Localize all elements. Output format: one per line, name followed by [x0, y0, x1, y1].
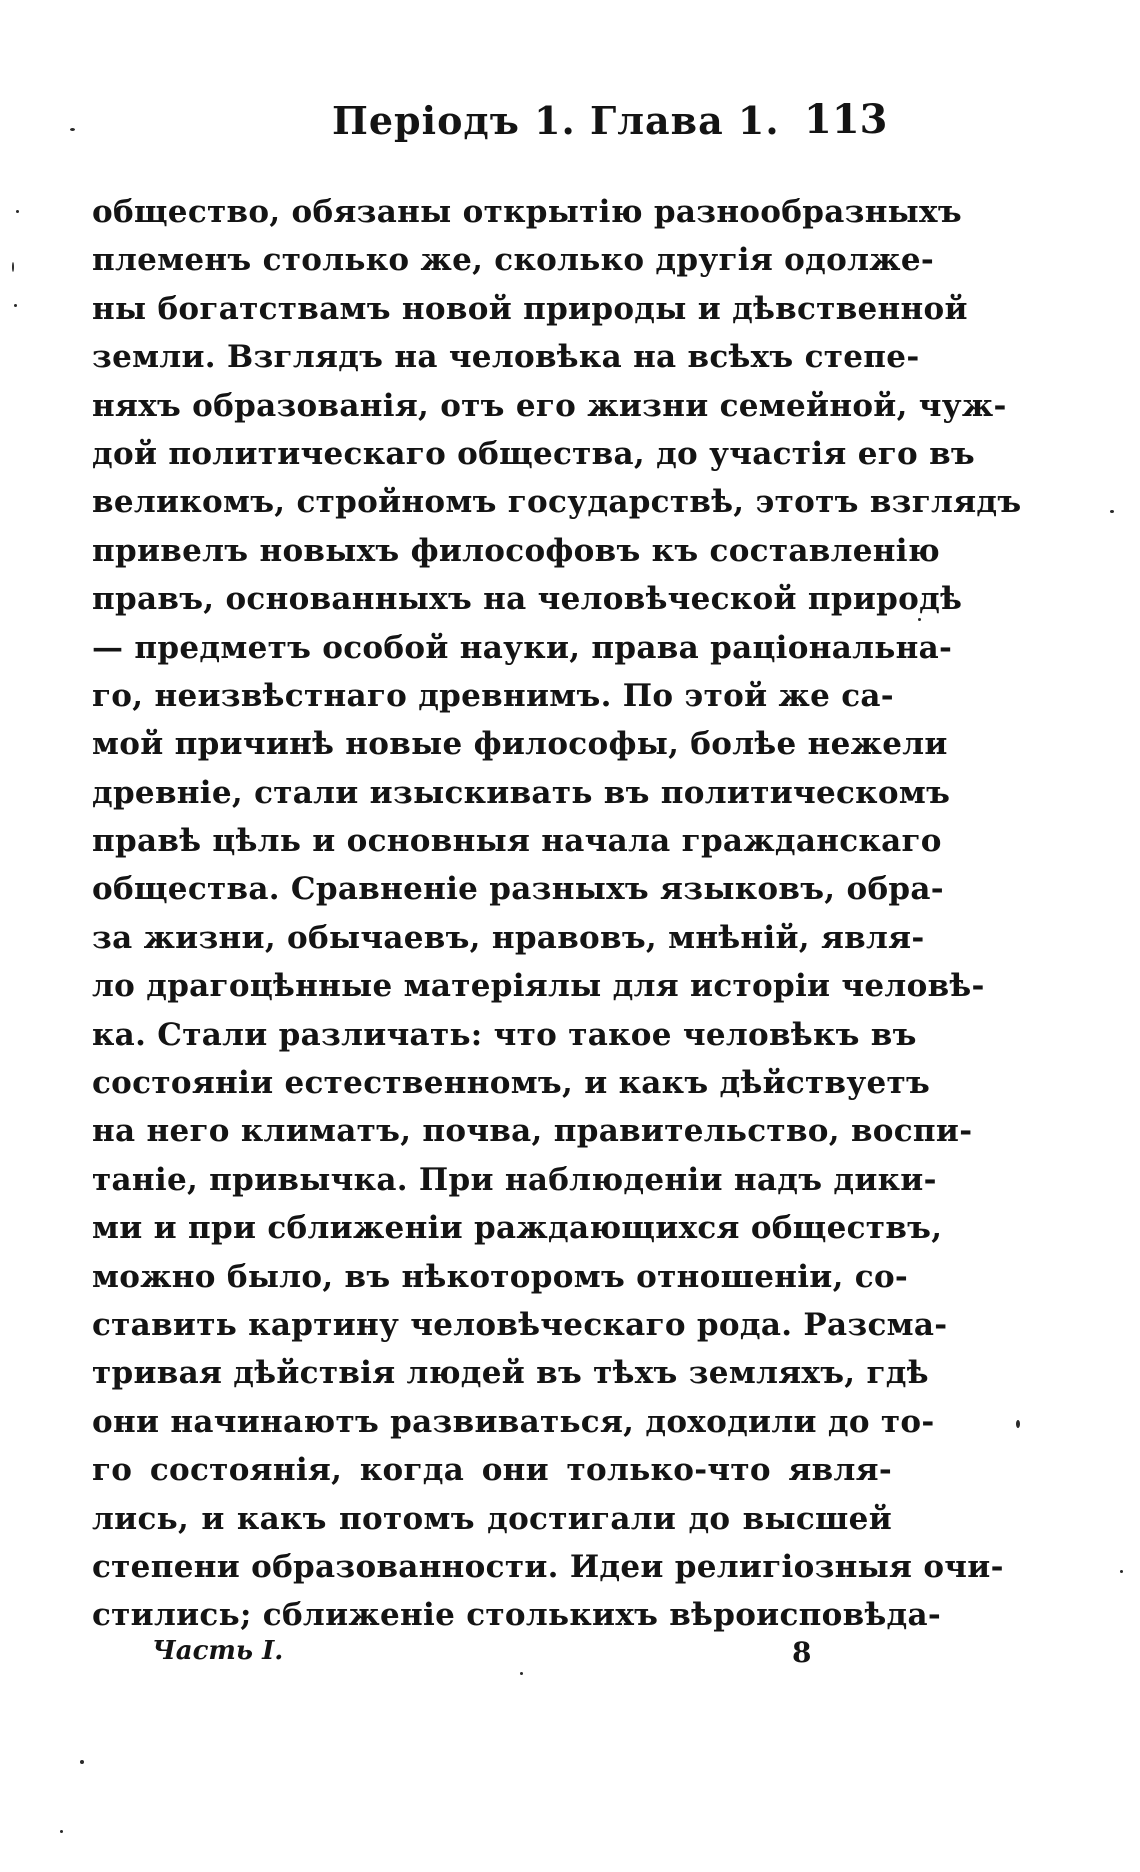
- text-line: земли. Взглядъ на человѣка на всѣхъ степе-: [92, 339, 920, 376]
- text-line: общества. Сравненіе разныхъ языковъ, обра-: [92, 871, 944, 908]
- scan-speck: [1016, 1420, 1020, 1428]
- text-line: на него климатъ, почва, правительство, воспи-: [92, 1113, 973, 1150]
- text-line: правѣ цѣль и основныя начала гражданскаго: [92, 823, 942, 860]
- text-line: дой политическаго общества, до участія его въ: [92, 435, 975, 472]
- text-line: племенъ столько же, сколько другія одолже-: [92, 242, 935, 279]
- body-text: [92, 188, 1022, 1640]
- text-line: великомъ, стройномъ государствѣ, этотъ взглядъ: [92, 484, 1022, 521]
- text-line: няхъ образованія, отъ его жизни семейной, чуж-: [92, 387, 1007, 424]
- text-line: можно было, въ нѣкоторомъ отношеніи, со-: [92, 1258, 909, 1295]
- running-head: Періодъ 1. Глава 1.: [332, 98, 780, 143]
- text-line: ка. Стали различать: что такое человѣкъ въ: [92, 1016, 917, 1053]
- text-line: ставить картину человѣческаго рода. Разсма-: [92, 1306, 948, 1343]
- scan-speck: [520, 1672, 523, 1675]
- text-line: привелъ новыхъ философовъ къ составленію: [92, 532, 940, 569]
- text-line: го, неизвѣстнаго древнимъ. По этой же са-: [92, 677, 894, 714]
- text-line: древніе, стали изыскивать въ политическомъ: [92, 774, 951, 811]
- text-line: они начинаютъ развиваться, доходили до то-: [92, 1403, 935, 1440]
- signature-mark: Часть I.: [152, 1636, 284, 1666]
- text-line: стились; сближеніе столькихъ вѣроисповѣда-: [92, 1597, 942, 1634]
- text-line: общество, обязаны открытію разнообразныхъ: [92, 194, 962, 230]
- scan-speck: [80, 1760, 84, 1764]
- text-line: ны богатствамъ новой природы и дѣвственной: [92, 290, 968, 327]
- scan-speck: [16, 210, 19, 213]
- scan-speck: [918, 618, 921, 621]
- scan-speck: [60, 1830, 63, 1833]
- page-number: 113: [804, 96, 888, 143]
- scan-speck: [1110, 510, 1114, 513]
- text-line: мой причинѣ новые философы, болѣе нежели: [92, 726, 948, 763]
- text-line: ми и при сближеніи раждающихся обществъ,: [92, 1210, 943, 1247]
- text-line: — предметъ особой науки, права раціональна-: [92, 629, 953, 666]
- text-line: правъ, основанныхъ на человѣческой природѣ: [92, 581, 963, 618]
- gathering-number: 8: [792, 1636, 812, 1669]
- scan-speck: [14, 304, 17, 307]
- text-line: состояніи естественномъ, и какъ дѣйствуетъ: [92, 1065, 931, 1102]
- text-line: лись, и какъ потомъ достигали до высшей: [92, 1500, 892, 1537]
- scan-speck: [12, 262, 14, 272]
- text-line: го состоянія, когда они только-что явля-: [92, 1452, 892, 1489]
- page-footer: [92, 1636, 892, 1680]
- text-line: таніе, привычка. При наблюденіи надъ дики-: [92, 1161, 937, 1198]
- scan-speck: [70, 128, 75, 131]
- text-line: за жизни, обычаевъ, нравовъ, мнѣній, явля-: [92, 919, 925, 956]
- text-line: степени образованности. Идеи религіозныя очи-: [92, 1548, 1004, 1585]
- scan-speck: [1120, 1570, 1123, 1573]
- text-line: ло драгоцѣнные матеріялы для исторіи человѣ-: [92, 968, 985, 1005]
- text-line: тривая дѣйствія людей въ тѣхъ земляхъ, гдѣ: [92, 1355, 929, 1392]
- page-header: [92, 98, 892, 158]
